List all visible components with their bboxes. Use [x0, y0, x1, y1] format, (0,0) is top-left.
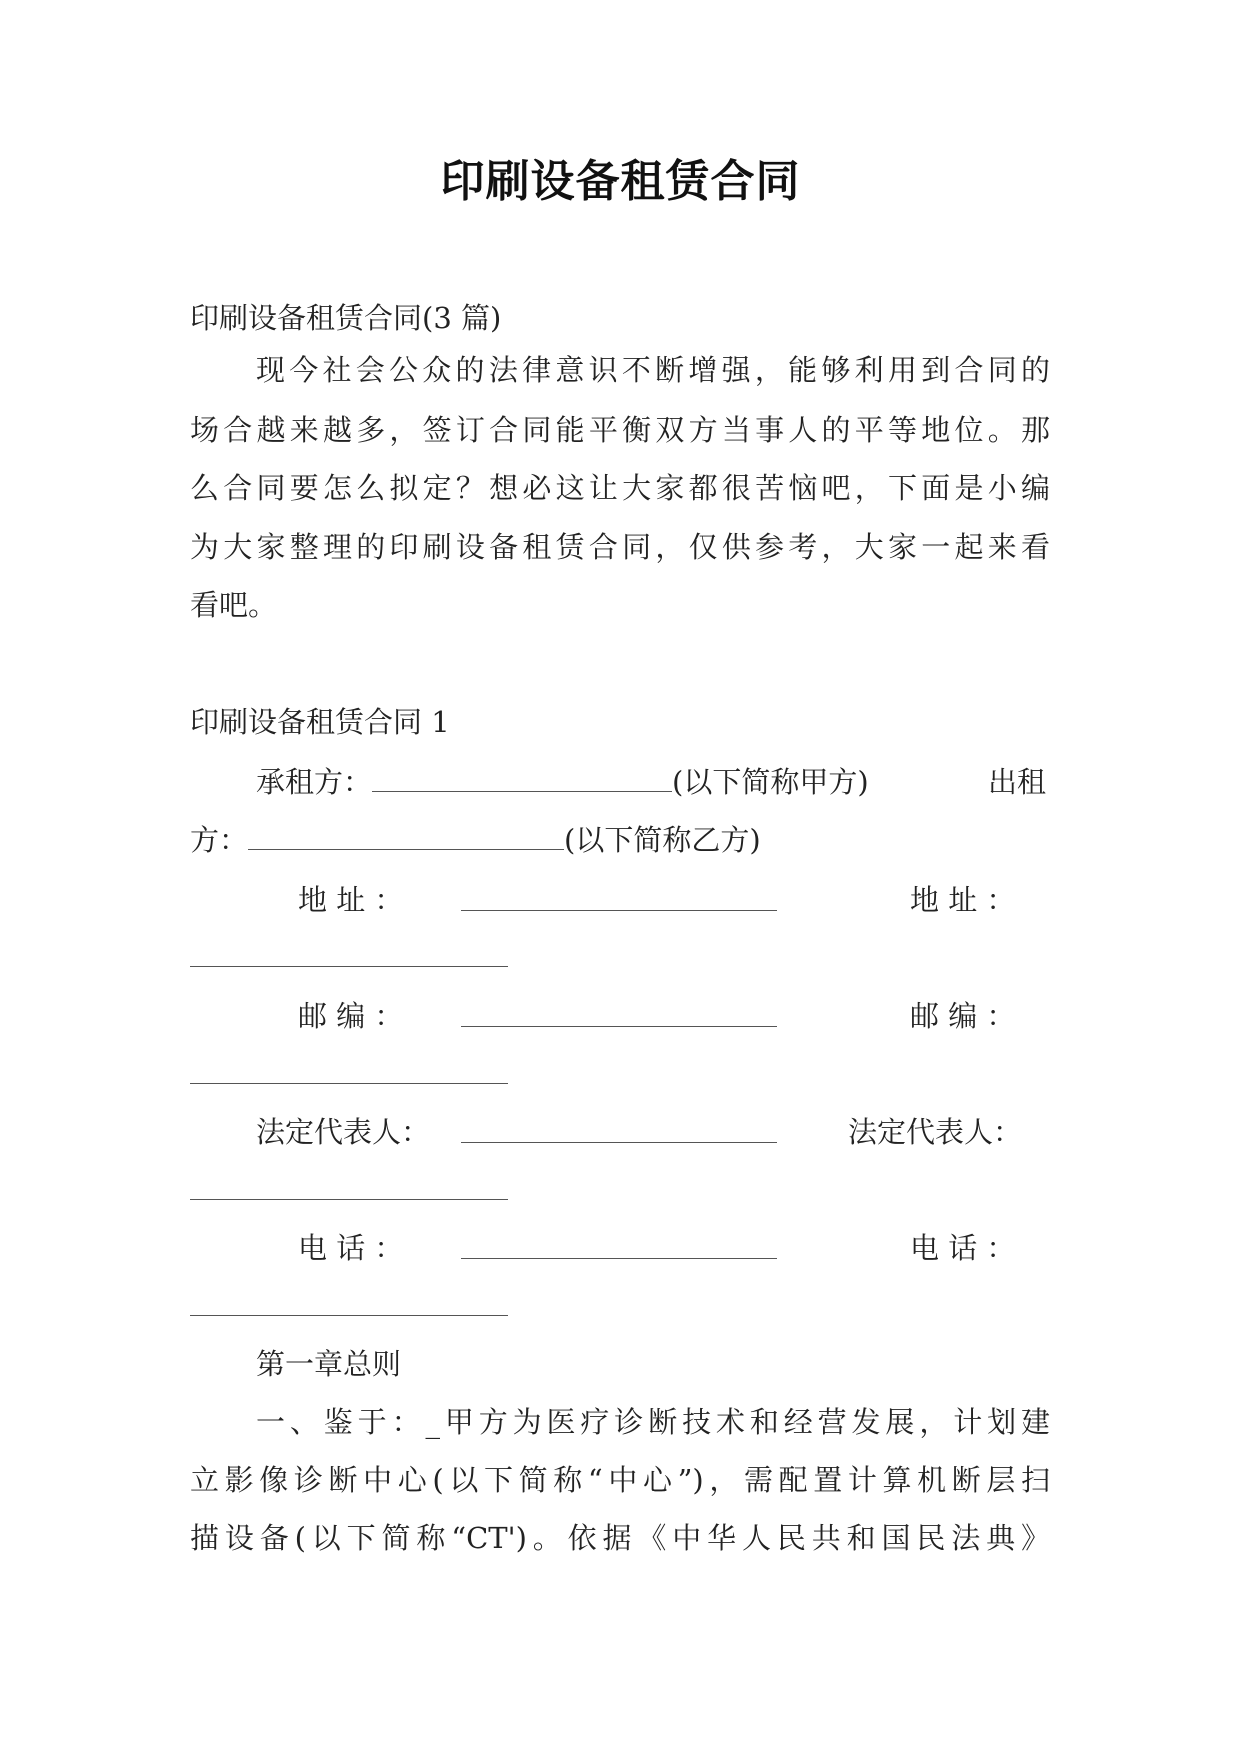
phone-label-left: 电 话 ：	[298, 1231, 404, 1265]
chapter-heading: 第一章总则	[256, 1347, 402, 1381]
lessee-label: 承租方：	[256, 765, 373, 799]
clause-line-3: 描设备(以下简称“CT')。依据《中华人民共和国民法典》	[190, 1521, 1050, 1555]
intro-line-1: 现今社会公众的法律意识不断增强，能够利用到合同的	[256, 353, 1050, 387]
address-label-left: 地 址 ：	[298, 883, 404, 917]
clause-line-1: 一、鉴于：_甲方为医疗诊断技术和经营发展，计划建	[256, 1405, 1050, 1439]
postcode-label-right: 邮 编 ：	[910, 999, 1016, 1033]
intro-line-4: 为大家整理的印刷设备租赁合同，仅供参考，大家一起来看	[190, 530, 1050, 564]
lessee-row	[256, 762, 869, 802]
lessor-row	[190, 820, 761, 860]
intro-line-3: 么合同要怎么拟定？想必这让大家都很苦恼吧，下面是小编	[190, 471, 1050, 505]
intro-line-2: 场合越来越多，签订合同能平衡双方当事人的平等地位。那	[190, 413, 1050, 447]
lessor-suffix: (以下简称乙方)	[564, 823, 761, 857]
lessee-suffix: (以下简称甲方)	[672, 765, 869, 799]
lessee-name-blank[interactable]	[372, 763, 672, 792]
address-blank-left[interactable]	[461, 882, 777, 911]
lessor-label: 方：	[190, 823, 249, 857]
lessor-label-part1: 出租	[988, 765, 1047, 799]
postcode-label-left: 邮 编 ：	[298, 999, 404, 1033]
legal-rep-label-left: 法定代表人：	[256, 1115, 431, 1149]
postcode-blank-left[interactable]	[461, 998, 777, 1027]
phone-blank-right[interactable]	[190, 1315, 508, 1316]
postcode-blank-right[interactable]	[190, 1083, 508, 1084]
phone-label-right: 电 话 ：	[910, 1231, 1016, 1265]
legal-rep-blank-right[interactable]	[190, 1199, 508, 1200]
address-label-right: 地 址 ：	[910, 883, 1016, 917]
clause-line-2: 立影像诊断中心(以下简称“中心”)，需配置计算机断层扫	[190, 1463, 1050, 1497]
lessor-name-blank[interactable]	[248, 821, 564, 850]
legal-rep-blank-left[interactable]	[461, 1114, 777, 1143]
document-title: 印刷设备租赁合同	[440, 156, 801, 207]
document-subtitle: 印刷设备租赁合同(3 篇)	[190, 301, 502, 335]
address-blank-right[interactable]	[190, 966, 508, 967]
intro-line-5: 看吧。	[190, 588, 278, 622]
phone-blank-left[interactable]	[461, 1230, 777, 1259]
legal-rep-label-right: 法定代表人：	[848, 1115, 1023, 1149]
section-heading: 印刷设备租赁合同 1	[190, 705, 450, 739]
